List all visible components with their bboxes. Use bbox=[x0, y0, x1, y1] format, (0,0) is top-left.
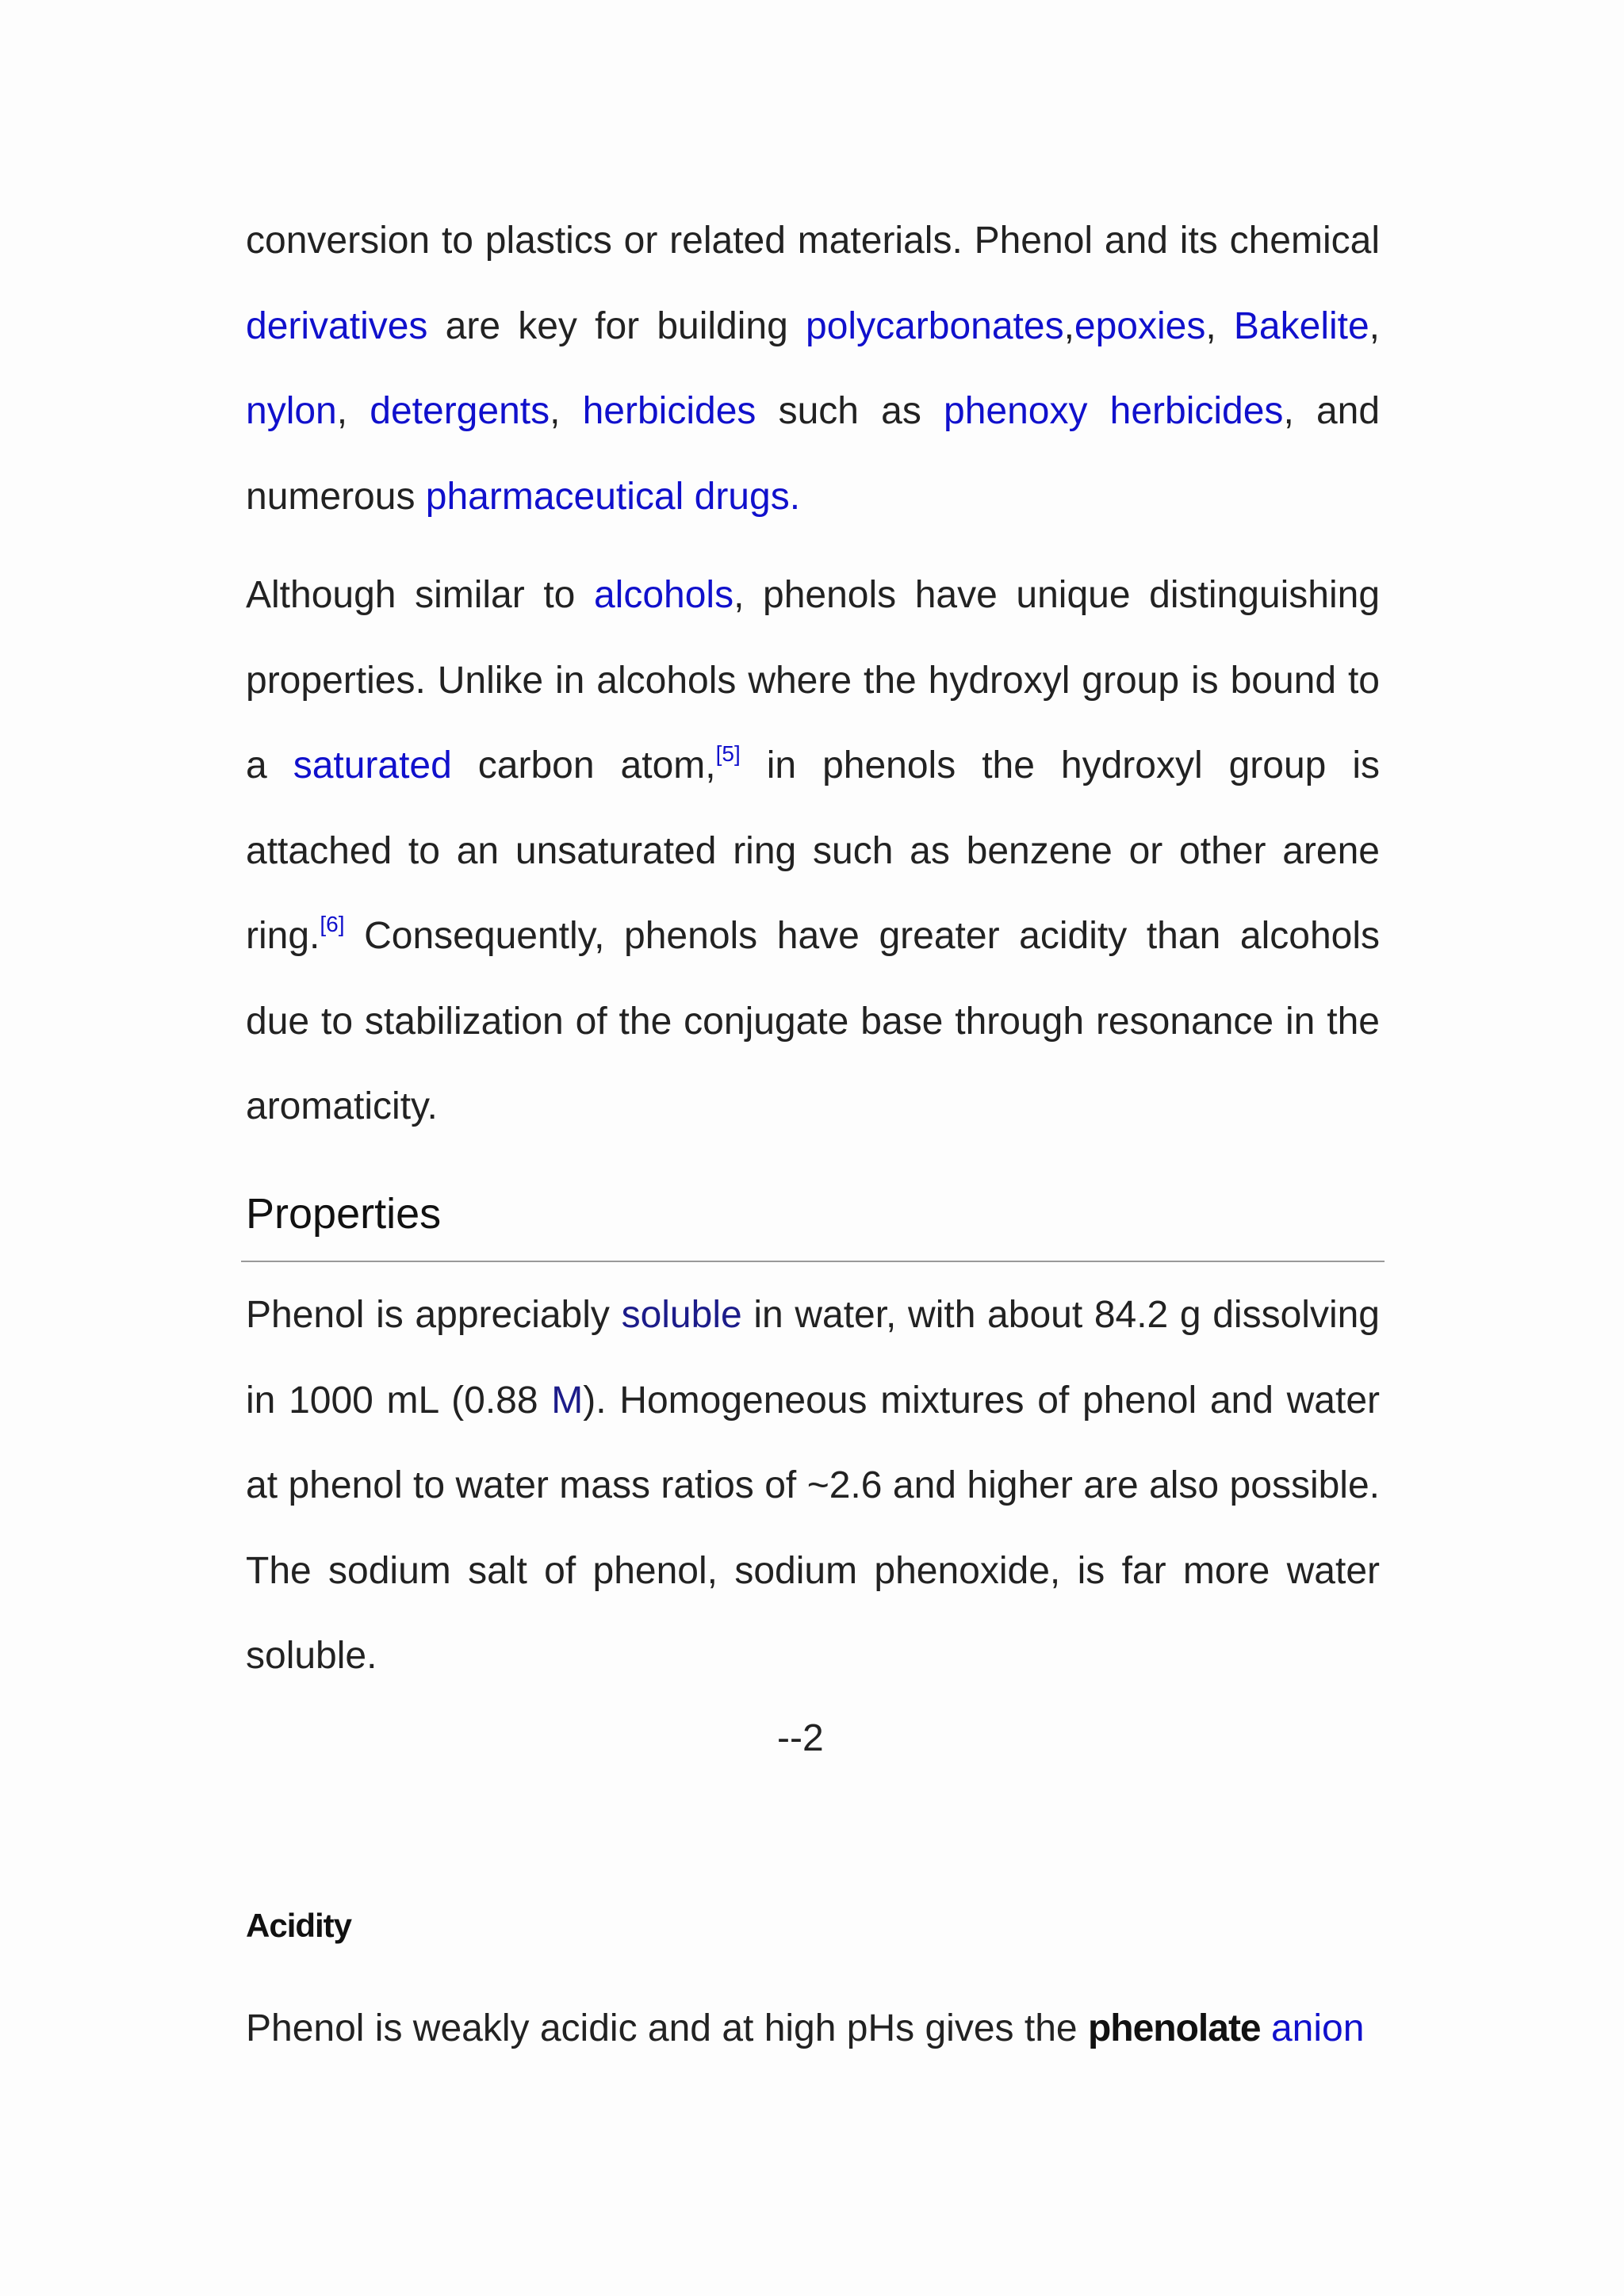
text-run: Although similar to bbox=[246, 574, 594, 616]
text-run: , bbox=[550, 390, 583, 432]
text-run: , bbox=[336, 390, 370, 432]
link-derivatives[interactable]: derivatives bbox=[246, 304, 428, 347]
link-anion[interactable]: anion bbox=[1270, 2007, 1365, 2049]
text-run: , bbox=[1063, 304, 1074, 347]
properties-paragraph bbox=[246, 1272, 1380, 1699]
text-run: . bbox=[789, 475, 801, 518]
page-number: --2 bbox=[777, 1717, 824, 1759]
link-molar[interactable]: M bbox=[551, 1379, 584, 1422]
link-herbicides[interactable]: herbicides bbox=[582, 390, 756, 432]
link-polycarbonates[interactable]: polycarbonates bbox=[806, 304, 1064, 347]
section-divider bbox=[241, 1261, 1385, 1262]
reference-5[interactable]: [5] bbox=[715, 741, 741, 766]
link-alcohols[interactable]: alcohols bbox=[593, 574, 734, 616]
comparison-paragraph bbox=[246, 553, 1380, 1150]
intro-paragraph bbox=[246, 198, 1380, 539]
acidity-paragraph bbox=[246, 1986, 1380, 2072]
text-run: , bbox=[1369, 304, 1381, 347]
text-run: in phenols the hydroxyl group is attached to an unsaturated ring such as benzene or other arene ring. bbox=[246, 744, 1381, 957]
text-run: Consequently, phenols have greater acidity than alcohols due to stabilization of the conjugate base through resonance in the aromaticity. bbox=[246, 915, 1380, 1127]
text-run: such as bbox=[756, 390, 944, 432]
text-run bbox=[1261, 2007, 1271, 2049]
link-detergents[interactable]: detergents bbox=[370, 390, 550, 432]
section-heading-properties: Properties bbox=[246, 1190, 442, 1238]
term-phenolate: phenolate bbox=[1087, 2007, 1261, 2049]
text-run: conversion to plastics or related materials. Phenol and its chemical bbox=[246, 220, 1380, 262]
text-run: ). Homogeneous mixtures of phenol and water at phenol to water mass ratios of ~2.6 and higher are also possible. The sodium salt of phenol, sodium phenoxide, is far more water soluble. bbox=[246, 1379, 1380, 1677]
text-run: Phenol is appreciably bbox=[246, 1294, 622, 1336]
link-epoxies[interactable]: epoxies bbox=[1074, 304, 1206, 347]
link-phenoxy-herbicides[interactable]: phenoxy herbicides bbox=[944, 390, 1284, 432]
link-saturated[interactable]: saturated bbox=[293, 744, 452, 786]
text-run: carbon atom, bbox=[451, 744, 716, 786]
text-run: , phenols have unique distinguishing properties. Unlike in alcohols where the hydroxyl group is bound to a bbox=[246, 574, 1381, 786]
link-bakelite[interactable]: Bakelite bbox=[1233, 304, 1369, 347]
link-soluble[interactable]: soluble bbox=[621, 1294, 742, 1336]
text-run: are key for building bbox=[427, 304, 806, 347]
text-run: in water, with about 84.2 g dissolving in 1000 mL (0.88 bbox=[246, 1294, 1380, 1422]
text-run: , and numerous bbox=[246, 390, 1381, 518]
reference-6[interactable]: [6] bbox=[320, 912, 345, 936]
link-nylon[interactable]: nylon bbox=[246, 390, 337, 432]
link-pharmaceutical-drugs[interactable]: pharmaceutical drugs bbox=[425, 475, 790, 518]
text-run: , bbox=[1205, 304, 1234, 347]
subsection-heading-acidity: Acidity bbox=[246, 1907, 352, 1944]
text-run: Phenol is weakly acidic and at high pHs gives the bbox=[246, 2007, 1088, 2049]
